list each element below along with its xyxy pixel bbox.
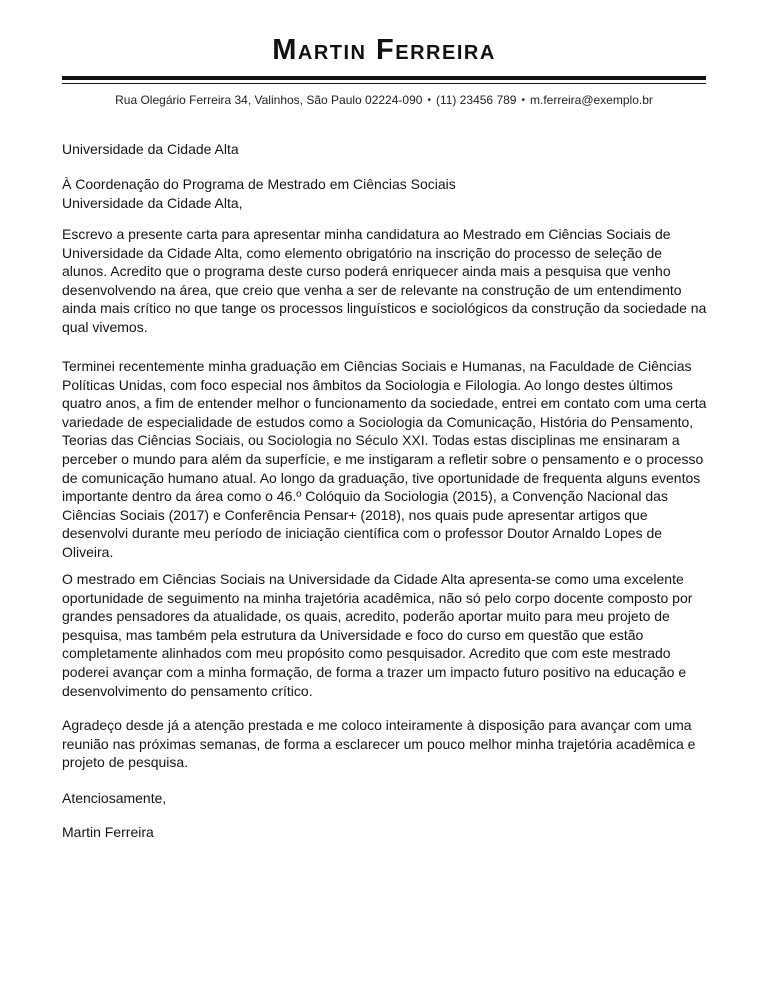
recipient-name: Universidade da Cidade Alta (62, 141, 239, 157)
salutation-line-1: À Coordenação do Programa de Mestrado em Ciências Sociais (62, 176, 456, 192)
closing-block (62, 789, 708, 808)
recipient-block (62, 140, 708, 159)
paragraph-1-text: Escrevo a presente carta para apresentar minha candidatura ao Mestrado em Ciências Sociais de Universidade da Cidade Alta, como elemento obrigatório na inscrição do processo de seleção de alunos. Acredito que o programa deste curso poderá enriquecer ainda mais a pesquisa que venho desenvolvendo na área, que creio que venha a ser de relevante na construção de um entendimento ainda mais crítico no que tange os processos linguísticos e sociológicos da construção da sociedade na qual vivemos. (62, 226, 707, 335)
paragraph-3 (62, 570, 708, 700)
header-rule-thin (62, 83, 706, 84)
contact-separator: • (427, 95, 431, 106)
signature-block (62, 823, 708, 842)
contact-phone: (11) 23456 789 (435, 93, 517, 107)
salutation-line-2: Universidade da Cidade Alta, (62, 194, 243, 211)
contact-address: Rua Olegário Ferreira 34, Valinhos, São Paulo 02224-090 (115, 93, 423, 107)
signature-name: Martin Ferreira (62, 824, 154, 840)
contact-email: m.ferreira@exemplo.br (529, 93, 653, 107)
paragraph-3-text: O mestrado em Ciências Sociais na Universidade da Cidade Alta apresenta-se como uma excelente oportunidade de seguimento na minha trajetória acadêmica, não só pelo corpo docente composto por grandes pensadores da atualidade, os quais, acredito, poderão aportar muito para meu projeto de pesquisa, mas também pela estrutura da Universidade e foco do curso em questão que estão completamente alinhados com meu propósito como pesquisador. Acredito que com este mestrado poderei avançar com a minha formação, de forma a trazer um impacto futuro positivo na educação e desenvolvimento do pensamento crítico. (62, 571, 693, 699)
contact-line (0, 93, 768, 107)
paragraph-1 (62, 225, 708, 337)
paragraph-2-text: Terminei recentemente minha graduação em Ciências Sociais e Humanas, na Faculdade de Ciências Políticas Unidas, com foco especial nos âmbitos da Sociologia e Filologia. Ao longo destes últimos quatro anos, a fim de entender melhor o funcionamento da sociedade, entrei em contato com uma certa variedade de especialidade de estudos como a Sociologia da Comunicação, História do Pensamento, Teorias das Ciências Sociais, ou Sociologia no Século XXI. Todas estas disciplinas me ensinaram a perceber o mundo para além da superfície, e me instigaram a refletir sobre o pensamento e o processo de comunicação humano atual. Ao longo da graduação, tive oportunidade de frequenta alguns eventos importante dentro da área como o 46.º Colóquio da Sociologia (2015), a Convenção Nacional das Ciências Sociais (2017) e Conferência Pensar+ (2018), nos quais pude apresentar artigos que desenvolvi durante meu período de iniciação científica com o professor Doutor Arnaldo Lopes de Oliveira. (62, 358, 707, 560)
paragraph-4-text: Agradeço desde já a atenção prestada e me coloco inteiramente à disposição para avançar com uma reunião nas próximas semanas, de forma a esclarecer um pouco melhor minha trajetória acadêmica e projeto de pesquisa. (62, 717, 696, 771)
sender-name: Martin Ferreira (272, 34, 496, 66)
paragraph-4 (62, 716, 708, 772)
header-rule-thick (62, 76, 706, 80)
paragraph-2 (62, 357, 708, 562)
contact-separator: • (521, 95, 525, 106)
closing-text: Atenciosamente, (62, 790, 167, 806)
salutation-block (62, 175, 708, 212)
